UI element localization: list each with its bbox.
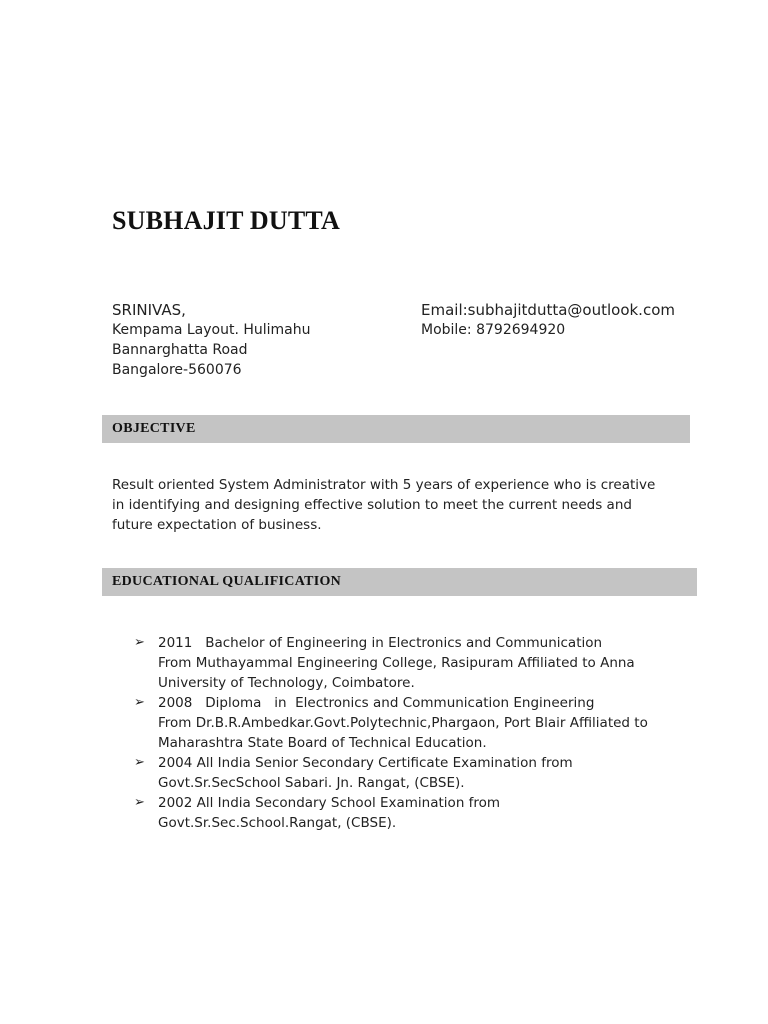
- arrow-right-icon: ➢: [134, 635, 145, 650]
- education-item: [134, 693, 694, 753]
- education-line: From Dr.B.R.Ambedkar.Govt.Polytechnic,Phargaon, Port Blair Affiliated to: [158, 715, 648, 731]
- education-heading: EDUCATIONAL QUALIFICATION: [102, 568, 697, 596]
- objective-heading: OBJECTIVE: [102, 415, 690, 443]
- arrow-right-icon: ➢: [134, 695, 145, 710]
- candidate-name: SUBHAJIT DUTTA: [112, 206, 340, 235]
- education-item: [134, 633, 694, 693]
- objective-line: Result oriented System Administrator with 5 years of experience who is creative: [112, 477, 656, 493]
- education-line: 2008 Diploma in Electronics and Communication Engineering: [158, 695, 595, 711]
- arrow-right-icon: ➢: [134, 795, 145, 810]
- address-line: Bannarghatta Road: [112, 342, 248, 358]
- address-block: [112, 300, 311, 380]
- objective-line: in identifying and designing effective solution to meet the current needs and: [112, 497, 632, 513]
- objective-paragraph: [112, 475, 692, 535]
- education-line: University of Technology, Coimbatore.: [158, 675, 415, 691]
- education-line: 2011 Bachelor of Engineering in Electronics and Communication: [158, 635, 603, 651]
- education-line: 2004 All India Senior Secondary Certificate Examination from: [158, 755, 573, 771]
- education-line: Govt.Sr.SecSchool Sabari. Jn. Rangat, (CBSE).: [158, 775, 465, 791]
- education-line: Maharashtra State Board of Technical Education.: [158, 735, 487, 751]
- address-line: Kempama Layout. Hulimahu: [112, 322, 311, 338]
- contact-block: [421, 300, 675, 340]
- address-line: SRINIVAS,: [112, 301, 186, 319]
- mobile-text: Mobile: 8792694920: [421, 322, 566, 338]
- objective-line: future expectation of business.: [112, 517, 322, 533]
- education-line: From Muthayammal Engineering College, Rasipuram Affiliated to Anna: [158, 655, 635, 671]
- education-line: 2002 All India Secondary School Examination from: [158, 795, 501, 811]
- education-item: [134, 753, 694, 793]
- education-list: [134, 633, 694, 833]
- education-item: [134, 793, 694, 833]
- education-line: Govt.Sr.Sec.School.Rangat, (CBSE).: [158, 815, 397, 831]
- address-line: Bangalore-560076: [112, 362, 242, 378]
- email-text: Email:subhajitdutta@outlook.com: [421, 301, 675, 319]
- arrow-right-icon: ➢: [134, 755, 145, 770]
